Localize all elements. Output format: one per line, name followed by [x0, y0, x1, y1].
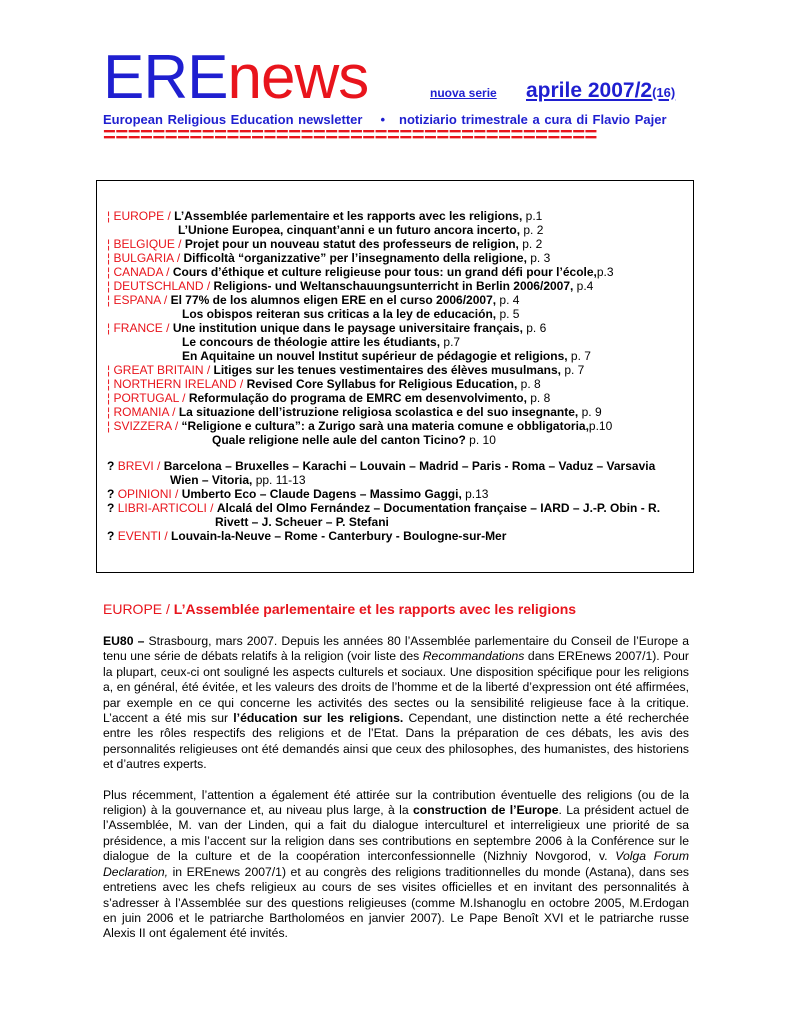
article-heading-country: EUROPE / [103, 601, 174, 617]
toc-category: OPINIONI / [117, 487, 182, 501]
toc-page: p.10 [588, 419, 613, 433]
toc-title: Quale religione nelle aule del canton Ticino? [212, 433, 466, 447]
toc-title: Religions- und Weltanschauungsunterricht in Berlin 2006/2007, [213, 279, 574, 293]
toc-row[interactable] [107, 349, 697, 363]
toc-country: ROMANIA / [113, 405, 179, 419]
toc-category: LIBRI-ARTICOLI / [117, 501, 217, 515]
toc-page: p. 8 [517, 377, 541, 391]
toc-page: p.7 [440, 335, 461, 349]
toc-row[interactable] [107, 307, 697, 321]
issue-number: (16) [652, 85, 676, 100]
toc-page: p. 5 [496, 307, 520, 321]
toc-page: p. 2 [518, 237, 543, 251]
toc-row[interactable]: ¦ FRANCE / Une institution unique dans le paysage universitaire français, p. 6 [107, 321, 547, 335]
logo-ere: ERE [103, 43, 228, 112]
toc-category: BREVI / [117, 459, 164, 473]
toc-title: Projet pour un nouveau statut des professeurs de religion, [184, 237, 519, 251]
toc-title: “Religione e cultura”: a Zurigo sarà una materia comune e obbligatoria, [181, 419, 589, 433]
toc-page: p. 3 [526, 251, 551, 265]
toc-page: p.4 [573, 279, 594, 293]
subtitle-right: notiziario trimestrale a cura di Flavio Pajer [399, 112, 667, 127]
toc-title: Le concours de théologie attire les étudiants, [182, 335, 441, 349]
toc-title: L’Unione Europea, cinquant’anni e un futuro ancora incerto, [178, 223, 521, 237]
toc-extra-row-cont [107, 473, 697, 487]
issue-date: aprile 2007/2 [526, 79, 653, 102]
toc-extra-row[interactable]: ? BREVI / Barcelona – Bruxelles – Karachi – Louvain – Madrid – Paris - Roma – Vaduz – Varsavia [107, 459, 656, 473]
subtitle-left: European Religious Education newsletter [103, 112, 363, 127]
subtitle-bullet: • [380, 112, 385, 127]
article-paragraph-2: Plus récemment, l’attention a également été attirée sur la contribution éventuelle des religions (ou de la religion) à la gouvernance et, au niveau plus large, à la construction de l’Europe. La président actuel de l’Assemblée, M. van der Linden, qui a fait du dialogue interculturel et interreligieux une priorité de sa présidence, a mis l’accent sur la religion dans ses contributions en septembre 2006 à la Conférence sur le dialogue de la culture et de la coopération interconfessionnelle (Nizhniy Novgorod, v. Volga Forum Declaration, in EREnews 2007/1) et au congrès des religions traditionnelles du monde (Astana), dans ses entretiens avec les chefs religieux au cours de ses visites officielles et en invitant des personnalités à s’adresser à l’Assemblée sur des questions religieuses (comme M.Ishanoglu en octobre 2005, M.Erdogan en juin 2006 et le patriarche Bartholoméos en janvier 2007). Le Pape Benoît XVI et le patriarche russe Alexis II ont également été invités. [103, 787, 689, 941]
subtitle [103, 112, 667, 127]
toc-row[interactable]: ¦ DEUTSCHLAND / Religions- und Weltanschauungsunterricht in Berlin 2006/2007, p.4 [107, 279, 594, 293]
toc-country: NORTHERN IRELAND / [113, 377, 247, 391]
article-code: EU80 – [103, 634, 145, 648]
toc-page: p. 6 [522, 321, 547, 335]
header-rule [103, 129, 628, 140]
toc-country: ESPANA / [113, 293, 171, 307]
toc-row[interactable]: ¦ EUROPE / L’Assemblée parlementaire et les rapports avec les religions, p.1 [107, 209, 543, 223]
toc-page: p. 7 [567, 349, 591, 363]
toc-extra-row[interactable]: ? EVENTI / Louvain-la-Neuve – Rome - Canterbury - Boulogne-sur-Mer [107, 529, 507, 543]
toc-row[interactable]: ¦ NORTHERN IRELAND / Revised Core Syllabus for Religious Education, p. 8 [107, 377, 541, 391]
toc-row[interactable]: ¦ SVIZZERA / “Religione e cultura”: a Zurigo sarà una materia comune e obbligatoria,p.10 [107, 419, 613, 433]
toc-spacer [107, 447, 697, 459]
toc-row[interactable]: ¦ BULGARIA / Difficoltà “organizzative” per l’insegnamento della religione, p. 3 [107, 251, 551, 265]
toc-title: Wien – Vitoria, [170, 473, 253, 487]
article-heading [103, 601, 576, 617]
toc-title: Barcelona – Bruxelles – Karachi – Louvain – Madrid – Paris - Roma – Vaduz – Varsavia [163, 459, 656, 473]
toc-page: p.13 [461, 487, 489, 501]
toc-country: PORTUGAL / [113, 391, 189, 405]
toc-extra-row[interactable]: ? LIBRI-ARTICOLI / Alcalá del Olmo Fernández – Documentation française – IARD – J.-P. Obin - R. [107, 501, 661, 515]
toc-page: p. 10 [465, 433, 496, 447]
toc-title: Reformulação do programa de EMRC em desenvolvimento, [188, 391, 527, 405]
article-paragraph-1: EU80 – Strasbourg, mars 2007. Depuis les années 80 l’Assemblée parlementaire du Conseil de l’Europe a tenu une série de débats relatifs à la religion (voir liste des Recommandations dans EREnews 2007/1). Pour la plupart, ceux-ci ont souligné les aspects culturels et sociaux. Une disposition spécifique pour les religions a, en général, été évitée, et les valeurs des droits de l’homme et de la liberté d’expression ont été affirmées, par exemple en ce qui concerne les activités des sectes ou la sensibilité religieuse face à la critique. L’accent a été mis sur l’éducation sur les religions. Cependant, une distinction nette a été recherchée entre les rôles respectifs des religions et de l’Etat. Dans la préparation de ces débats, les avis des personnalités religieuses ont été demandés ainsi que ceux des philosophes, des humanistes, des historiens et d’autres experts. [103, 634, 689, 772]
toc-title: Cours d’éthique et culture religieuse pour tous: un grand défi pour l’école, [172, 265, 597, 279]
table-of-contents [107, 209, 697, 543]
series-label: nuova serie [430, 86, 497, 100]
toc-row[interactable] [107, 433, 697, 447]
toc-page: p. 7 [560, 363, 585, 377]
toc-title: Louvain-la-Neuve – Rome - Canterbury - Boulogne-sur-Mer [171, 529, 507, 543]
toc-row[interactable]: ¦ PORTUGAL / Reformulação do programa de EMRC em desenvolvimento, p. 8 [107, 391, 551, 405]
toc-page: p. 9 [578, 405, 602, 419]
logo-news: news [227, 43, 369, 112]
toc-title: Rivett – J. Scheuer – P. Stefani [215, 515, 389, 529]
toc-row[interactable]: ¦ ESPANA / El 77% de los alumnos eligen ERE en el curso 2006/2007, p. 4 [107, 293, 520, 307]
toc-row[interactable] [107, 335, 697, 349]
newsletter-logo [103, 44, 368, 112]
toc-extra-row-cont [107, 515, 697, 529]
toc-page: p.1 [522, 209, 543, 223]
toc-row[interactable]: ¦ CANADA / Cours d’éthique et culture religieuse pour tous: un grand défi pour l’école,p.3 [107, 265, 614, 279]
toc-country: FRANCE / [113, 321, 173, 335]
toc-title: Los obispos reiteran sus criticas a la ley de educación, [182, 307, 497, 321]
toc-page: p.3 [596, 265, 614, 279]
toc-page: p. 4 [496, 293, 520, 307]
toc-category: EVENTI / [117, 529, 172, 543]
toc-row[interactable] [107, 223, 697, 237]
toc-title: Une institution unique dans le paysage universitaire français, [172, 321, 523, 335]
toc-title: Difficoltà “organizzative” per l’insegnamento della religione, [183, 251, 527, 265]
article-body [103, 634, 689, 957]
toc-country: CANADA / [113, 265, 173, 279]
toc-title: Alcalá del Olmo Fernández – Documentation française – IARD – J.-P. Obin - R. [216, 501, 661, 515]
toc-page: p. 2 [520, 223, 544, 237]
toc-country: EUROPE / [113, 209, 175, 223]
toc-title: L’Assemblée parlementaire et les rapports avec les religions, [174, 209, 523, 223]
toc-title: La situazione dell’istruzione religiosa scolastica e del suo insegnante, [178, 405, 579, 419]
toc-country: DEUTSCHLAND / [113, 279, 214, 293]
toc-title: Revised Core Syllabus for Religious Education, [246, 377, 518, 391]
toc-title: El 77% de los alumnos eligen ERE en el curso 2006/2007, [170, 293, 497, 307]
toc-extra-row[interactable]: ? OPINIONI / Umberto Eco – Claude Dagens – Massimo Gaggi, p.13 [107, 487, 489, 501]
article-heading-title: L’Assemblée parlementaire et les rapports avec les religions [173, 601, 577, 617]
toc-title: En Aquitaine un nouvel Institut supérieur de pédagogie et religions, [182, 349, 568, 363]
toc-row[interactable]: ¦ BELGIQUE / Projet pour un nouveau statut des professeurs de religion, p. 2 [107, 237, 543, 251]
toc-country: SVIZZERA / [113, 419, 182, 433]
toc-row[interactable]: ¦ ROMANIA / La situazione dell’istruzione religiosa scolastica e del suo insegnante, p. 9 [107, 405, 602, 419]
toc-country: BELGIQUE / [113, 237, 185, 251]
toc-title: Litiges sur les tenues vestimentaires des élèves musulmans, [213, 363, 561, 377]
issue-label [526, 79, 675, 103]
toc-title: Umberto Eco – Claude Dagens – Massimo Gaggi, [181, 487, 462, 501]
toc-country: BULGARIA / [113, 251, 184, 265]
toc-page: pp. 11-13 [252, 473, 306, 487]
toc-country: GREAT BRITAIN / [113, 363, 214, 377]
toc-page: p. 8 [526, 391, 551, 405]
toc-row[interactable]: ¦ GREAT BRITAIN / Litiges sur les tenues vestimentaires des élèves musulmans, p. 7 [107, 363, 585, 377]
